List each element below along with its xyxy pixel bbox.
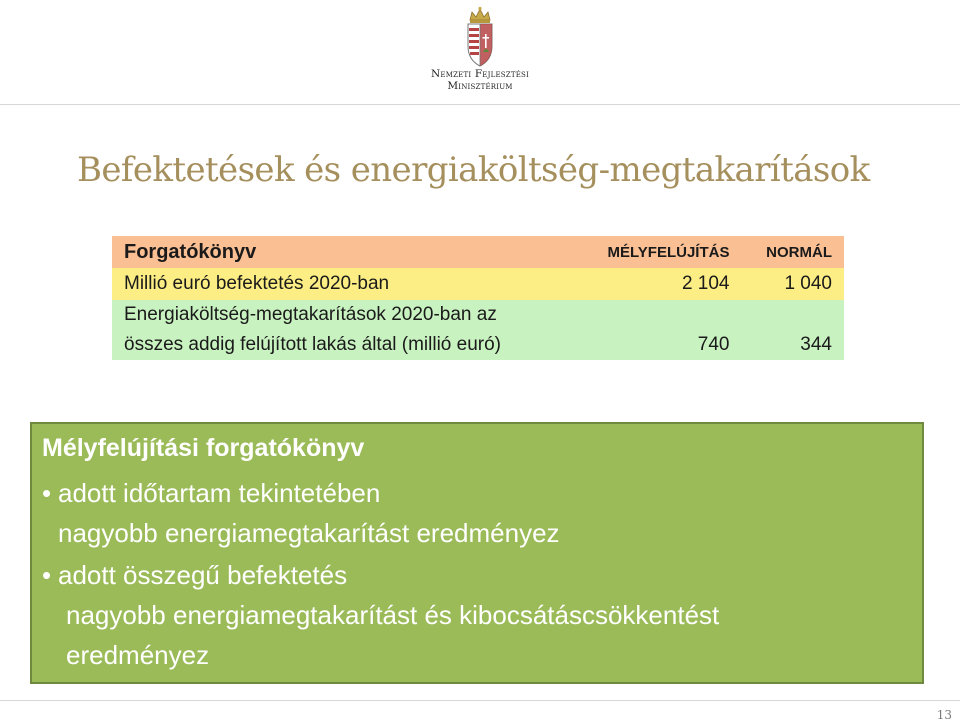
normal-value-cell [741,300,844,360]
slide-title: Befektetések és energiaköltség-megtakarítások [77,150,870,190]
deep-value-cell [570,300,741,360]
bullet-icon: • [42,478,52,508]
bullet-item [42,560,347,591]
table-row [112,268,844,300]
scenario-table [112,236,844,360]
row-label-line: Millió euró befektetés 2020-ban [124,273,390,294]
footer-divider [0,700,960,701]
ministry-logo [418,6,542,96]
page-header [0,0,960,106]
bullet-continuation: eredményez [66,640,210,670]
table-row [112,300,844,360]
normal-value-cell: 1 040 [741,268,844,300]
summary-heading: Mélyfelújítási forgatókönyv [42,434,365,462]
bullet-continuation: nagyobb energiamegtakarítást eredményez [58,518,560,548]
row-label-cell [112,300,570,360]
header-deep-cell: MÉLYFELÚJÍTÁS [570,236,741,268]
table-header-row [112,236,844,268]
header-label-cell: Forgatókönyv [112,236,570,268]
deep-value-cell: 2 104 [570,268,741,300]
header-divider [0,104,960,105]
logo-text [418,68,542,92]
bullet-item [42,478,380,509]
bullet-continuation: nagyobb energiamegtakarítást és kibocsátáscsökkentést [66,600,720,630]
logo-line-1: Nemzeti Fejlesztési [431,68,529,80]
summary-box [30,422,924,684]
bullet-text: adott összegű befektetés [58,560,348,590]
bullet-icon: • [42,560,52,590]
coat-of-arms-icon [460,6,500,70]
logo-line-2: Minisztérium [447,80,513,92]
header-normal-cell: NORMÁL [741,236,844,268]
page-number: 13 [936,708,952,722]
normal-value: 344 [800,334,832,355]
row-label-line: Energiaköltség-megtakarítások 2020-ban az [124,304,497,325]
row-label-line: összes addig felújított lakás által (millió euró) [124,334,502,355]
bullet-text: adott időtartam tekintetében [58,478,381,508]
row-label-cell [112,268,570,300]
deep-value: 740 [697,334,730,355]
